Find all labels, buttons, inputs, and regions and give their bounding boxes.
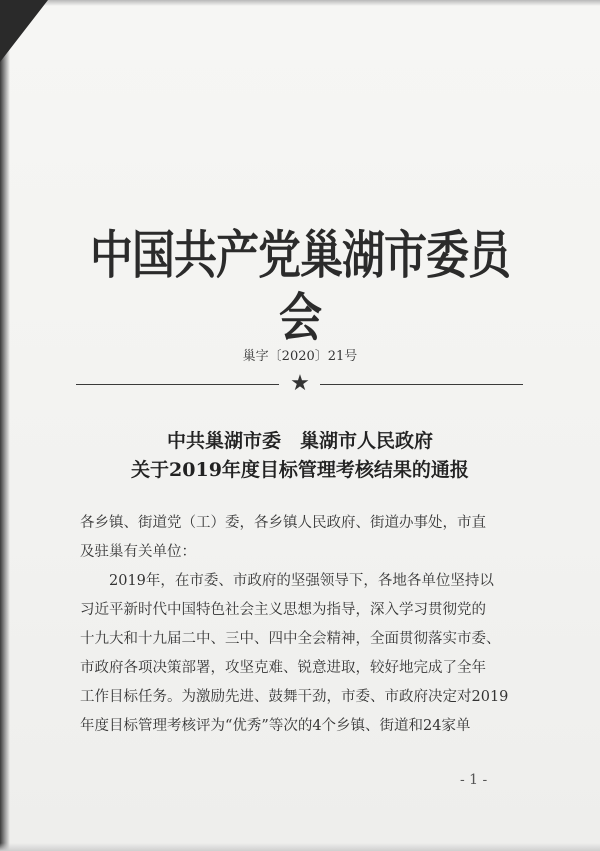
separator-line-left xyxy=(76,384,279,385)
body-line: 十九大和十九届二中、三中、四中全会精神，全面贯彻落实市委、 xyxy=(80,631,501,647)
document-title-line-2: 关于2019年度目标管理考核结果的通报 xyxy=(131,459,469,481)
body-line: 及驻巢有关单位： xyxy=(80,544,196,560)
page-number: - 1 - xyxy=(460,772,488,788)
scan-top-edge xyxy=(40,0,600,6)
document-number: 巢字〔2020〕21号 xyxy=(242,349,358,364)
body-line: 年度目标管理考核评为“优秀”等次的4个乡镇、街道和24家单 xyxy=(80,718,471,734)
body-line: 工作目标任务。为激励先进、鼓舞干劲，市委、市政府决定对2019 xyxy=(80,689,509,705)
body-line: 各乡镇、街道党（工）委，各乡镇人民政府、街道办事处，市直 xyxy=(80,515,486,531)
star-icon: ★ xyxy=(290,371,310,396)
body-line: 2019年，在市委、市政府的坚强领导下，各地各单位坚持以 xyxy=(80,573,494,589)
scan-bottom-edge xyxy=(0,843,600,851)
document-title-line-1: 中共巢湖市委 巢湖市人民政府 xyxy=(166,430,433,452)
body-line: 习近平新时代中国特色社会主义思想为指导，深入学习贯彻党的 xyxy=(80,602,486,618)
body-line: 市政府各项决策部署，攻坚克难、锐意进取，较好地完成了全年 xyxy=(80,660,486,676)
separator-line-right xyxy=(320,384,523,385)
scan-left-edge xyxy=(0,0,10,851)
issuer-header: 中国共产党巢湖市委员会 xyxy=(90,226,510,349)
scan-corner-shadow xyxy=(0,0,48,62)
